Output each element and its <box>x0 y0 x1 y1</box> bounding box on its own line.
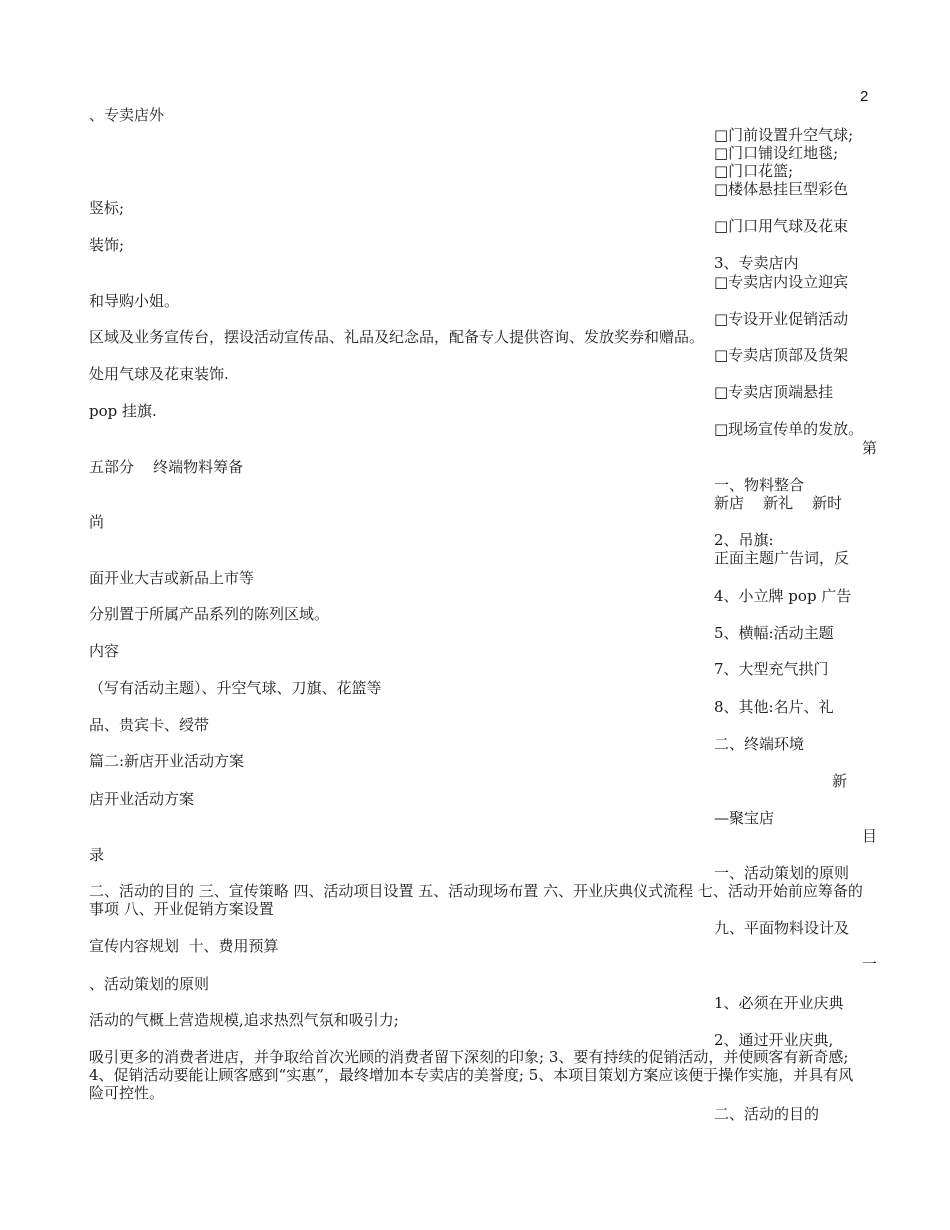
text-line: 7、大型充气拱门 <box>714 660 829 678</box>
text-line: □专设开业促销活动 <box>714 310 849 328</box>
text-line: 、活动策划的原则 <box>89 975 210 993</box>
text-line: 、专卖店外 <box>89 106 165 124</box>
text-line: 处用气球及花束装饰. <box>89 365 229 383</box>
text-line: pop 挂旗. <box>89 402 157 420</box>
text-line: 品、贵宾卡、绶带 <box>89 716 210 734</box>
text-line: 竖标; <box>89 199 125 217</box>
text-line: 尚 <box>89 513 105 531</box>
text-line: 活动的气概上营造规模,追求热烈气氛和吸引力; <box>89 1011 399 1029</box>
text-line: 和导购小姐。 <box>89 292 180 310</box>
text-line: □现场宣传单的发放。 <box>714 420 864 438</box>
text-line: □楼体悬挂巨型彩色 <box>714 180 849 198</box>
text-line: □门口铺设红地毯; <box>714 144 839 162</box>
text-line: 目 <box>862 827 878 845</box>
text-line: 一、活动策划的原则 <box>714 864 850 882</box>
text-line: 5、横幅:活动主题 <box>714 624 834 642</box>
text-line: 录 <box>89 846 105 864</box>
text-line: 一、物料整合 <box>714 476 805 494</box>
text-line: □门口用气球及花束 <box>714 217 849 235</box>
text-line: 宣传内容规划 十、费用预算 <box>89 937 279 955</box>
text-line: 新店 新礼 新时 <box>714 494 843 512</box>
text-line: 8、其他:名片、礼 <box>714 698 834 716</box>
text-line: 正面主题广告词，反 <box>714 549 850 567</box>
text-line: 第 <box>862 439 878 457</box>
text-line: 区域及业务宣传台，摆设活动宣传品、礼品及纪念品，配备专人提供咨询、发放奖券和赠品。 <box>89 328 705 346</box>
paragraph: 吸引更多的消费者进店，并争取给首次光顾的消费者留下深刻的印象; 3、要有持续的促销活动，并使顾客有新奇感; 4、促销活动要能让顾客感到“实惠”，最终增加本专卖店的美誉度; 5、本项目策划方案应该便于操作实施，并具有风险可控性。 <box>89 1048 854 1102</box>
text-line: 店开业活动方案 <box>89 790 195 808</box>
text-line: □门口花篮; <box>714 162 794 180</box>
text-line: 1、必须在开业庆典 <box>714 994 844 1012</box>
text-line: □专卖店顶部及货架 <box>714 346 849 364</box>
text-line: 新 <box>832 772 848 790</box>
section-heading: 五部分 终端物料筹备 <box>89 458 244 476</box>
text-line: □专卖店顶端悬挂 <box>714 383 834 401</box>
text-line: 一 <box>862 955 878 973</box>
document-title: 篇二:新店开业活动方案 <box>89 752 245 770</box>
text-line: 分别置于所属产品系列的陈列区域。 <box>89 605 330 623</box>
text-line: □专卖店内设立迎宾 <box>714 273 849 291</box>
text-line: 2、吊旗: <box>714 531 774 549</box>
text-line: □门前设置升空气球; <box>714 126 854 144</box>
text-line: （写有活动主题）、升空气球、刀旗、花篮等 <box>89 679 382 697</box>
text-line: 面开业大吉或新品上市等 <box>89 569 255 587</box>
text-line: 二、活动的目的 <box>714 1105 820 1123</box>
text-line: 装饰; <box>89 236 125 254</box>
text-line: —聚宝店 <box>714 809 775 827</box>
table-of-contents: 二、活动的目的 三、宣传策略 四、活动项目设置 五、活动现场布置 六、开业庆典仪式流程 七、活动开始前应筹备的事项 八、开业促销方案设置 <box>89 882 863 918</box>
text-line: 2、通过开业庆典, <box>714 1031 834 1049</box>
text-line: 4、小立牌 pop 广告 <box>714 587 852 605</box>
page-number: 2 <box>860 88 869 105</box>
text-line: 二、终端环境 <box>714 735 805 753</box>
text-line: 九、平面物料设计及 <box>714 919 850 937</box>
text-line: 3、专卖店内 <box>714 254 799 272</box>
text-line: 内容 <box>89 642 120 660</box>
